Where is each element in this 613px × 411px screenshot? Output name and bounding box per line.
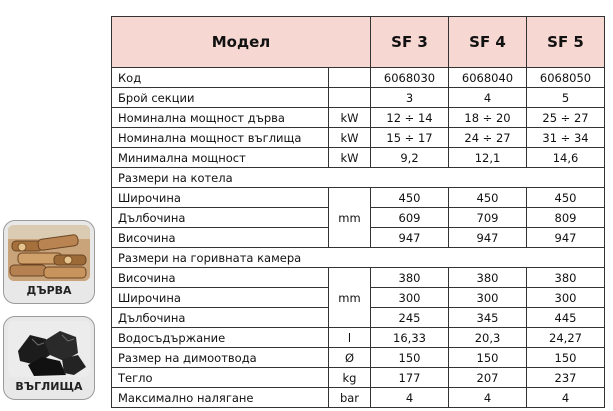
cell-value: 809 [527, 208, 605, 228]
row-unit: mm [329, 268, 371, 328]
cell-value: 18 ÷ 20 [449, 108, 527, 128]
cell-value: 300 [527, 288, 605, 308]
wood-fuel-badge [3, 220, 95, 304]
model-header: Модел [112, 17, 371, 68]
row-label: Водосъдържание [112, 328, 329, 348]
coal-label: ВЪГЛИЩА [15, 380, 83, 393]
cell-value: 450 [449, 188, 527, 208]
cell-value: 6068030 [371, 68, 449, 88]
row-label: Височина [112, 268, 329, 288]
coal-image [8, 321, 90, 377]
row-label: Широчина [112, 288, 329, 308]
cell-value: 12,1 [449, 148, 527, 168]
cell-value: 237 [527, 368, 605, 388]
cell-value: 3 [371, 88, 449, 108]
row-unit [329, 88, 371, 108]
cell-value: 300 [449, 288, 527, 308]
row-label: Тегло [112, 368, 329, 388]
row-unit: mm [329, 188, 371, 248]
table-row [112, 88, 605, 108]
cell-value: 6068040 [449, 68, 527, 88]
cell-value: 4 [449, 388, 527, 408]
boiler-dimensions-title: Размери на котела [112, 168, 605, 188]
cell-value: 5 [527, 88, 605, 108]
cell-value: 24,27 [527, 328, 605, 348]
row-label: Максимално налягане [112, 388, 329, 408]
model-sf3-header: SF 3 [371, 17, 449, 68]
row-label: Широчина [112, 188, 329, 208]
cell-value: 31 ÷ 34 [527, 128, 605, 148]
table-row [112, 148, 605, 168]
cell-value: 9,2 [371, 148, 449, 168]
row-label: Номинална мощност въглища [112, 128, 329, 148]
table-row [112, 328, 605, 348]
section-header-row [112, 168, 605, 188]
model-sf4-header: SF 4 [449, 17, 527, 68]
cell-value: 245 [371, 308, 449, 328]
cell-value: 947 [371, 228, 449, 248]
wood-label: ДЪРВА [26, 284, 72, 297]
cell-value: 380 [371, 268, 449, 288]
table-header-row [112, 17, 605, 68]
cell-value: 4 [449, 88, 527, 108]
cell-value: 345 [449, 308, 527, 328]
cell-value: 947 [449, 228, 527, 248]
row-label: Височина [112, 228, 329, 248]
cell-value: 177 [371, 368, 449, 388]
row-label: Номинална мощност дърва [112, 108, 329, 128]
cell-value: 6068050 [527, 68, 605, 88]
cell-value: 207 [449, 368, 527, 388]
table-row [112, 68, 605, 88]
row-unit: kW [329, 148, 371, 168]
cell-value: 12 ÷ 14 [371, 108, 449, 128]
section-header-row [112, 248, 605, 268]
cell-value: 709 [449, 208, 527, 228]
cell-value: 450 [371, 188, 449, 208]
row-label: Размер на димоотвода [112, 348, 329, 368]
table-row [112, 128, 605, 148]
coal-fuel-badge [3, 316, 95, 400]
table-row [112, 348, 605, 368]
cell-value: 150 [527, 348, 605, 368]
row-unit: kW [329, 128, 371, 148]
cell-value: 14,6 [527, 148, 605, 168]
chamber-dimensions-title: Размери на горивната камера [112, 248, 605, 268]
cell-value: 16,33 [371, 328, 449, 348]
model-sf5-header: SF 5 [527, 17, 605, 68]
cell-value: 445 [527, 308, 605, 328]
row-unit: kg [329, 368, 371, 388]
cell-value: 24 ÷ 27 [449, 128, 527, 148]
cell-value: 4 [371, 388, 449, 408]
table-row [112, 368, 605, 388]
row-unit: kW [329, 108, 371, 128]
table-row [112, 268, 605, 288]
row-label: Код [112, 68, 329, 88]
spec-table [111, 16, 605, 408]
firewood-image [8, 225, 90, 281]
row-unit: l [329, 328, 371, 348]
row-unit [329, 68, 371, 88]
row-unit: Ø [329, 348, 371, 368]
cell-value: 380 [527, 268, 605, 288]
table-row [112, 388, 605, 408]
cell-value: 150 [449, 348, 527, 368]
table-row [112, 108, 605, 128]
cell-value: 25 ÷ 27 [527, 108, 605, 128]
cell-value: 380 [449, 268, 527, 288]
cell-value: 4 [527, 388, 605, 408]
cell-value: 15 ÷ 17 [371, 128, 449, 148]
cell-value: 609 [371, 208, 449, 228]
row-label: Дълбочина [112, 208, 329, 228]
row-unit: bar [329, 388, 371, 408]
row-label: Минимална мощност [112, 148, 329, 168]
cell-value: 150 [371, 348, 449, 368]
cell-value: 947 [527, 228, 605, 248]
cell-value: 20,3 [449, 328, 527, 348]
table-row [112, 188, 605, 208]
row-label: Брой секции [112, 88, 329, 108]
cell-value: 300 [371, 288, 449, 308]
row-label: Дълбочина [112, 308, 329, 328]
cell-value: 450 [527, 188, 605, 208]
